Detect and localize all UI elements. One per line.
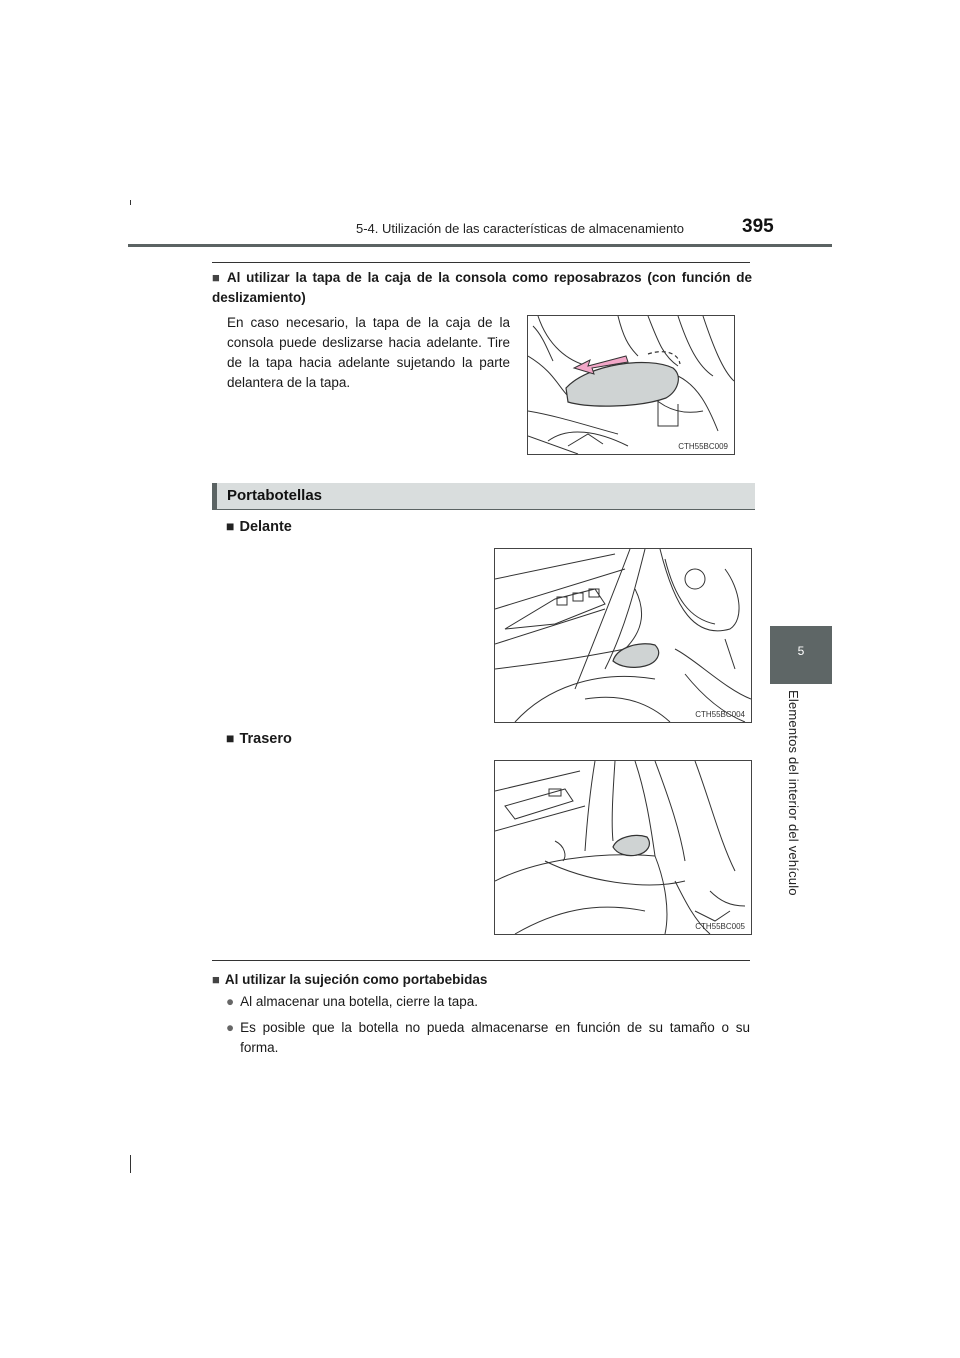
bullet-item [226,1018,750,1058]
front-heading [226,518,292,535]
note-rule-top [212,262,750,263]
square-marker-icon: ■ [226,518,235,534]
bullet-text: Al almacenar una botella, cierre la tapa. [240,994,479,1009]
figure-code: CTH55BC004 [695,710,745,719]
bullet-icon: ● [226,994,235,1009]
margin-mark [130,200,131,205]
note-rule-bottom [212,960,750,961]
front-bottle-figure [494,548,752,723]
rear-bottle-illustration [495,761,751,934]
armrest-heading-text: Al utilizar la tapa de la caja de la consola como reposabrazos (con función de deslizamiento) [212,270,752,305]
figure-code: CTH55BC005 [695,922,745,931]
armrest-figure [527,315,735,455]
square-marker-icon: ■ [212,972,220,987]
armrest-body: En caso necesario, la tapa de la caja de la consola puede deslizarse hacia adelante. Tire de la tapa hacia adelante sujetando la parte delantera de la tapa. [227,315,510,390]
cup-holder-heading-text: Al utilizar la sujeción como portabebidas [224,972,488,987]
bullet-icon: ● [226,1020,235,1035]
armrest-heading [212,268,752,308]
cup-holder-heading [212,970,487,990]
header-rule [128,244,832,247]
front-bottle-illustration [495,549,751,722]
chapter-tab [770,626,832,684]
section-title: Portabotellas [227,487,323,504]
page-number: 395 [742,216,774,237]
running-header: 5-4. Utilización de las características de almacenamiento [356,221,685,236]
bullet-item [226,992,750,1012]
square-marker-icon: ■ [212,270,222,285]
figure-code: CTH55BC009 [678,442,728,451]
rear-heading [226,730,292,747]
chapter-number: 5 [797,644,805,658]
armrest-illustration [528,316,734,454]
rear-bottle-figure [494,760,752,935]
margin-mark [130,1155,131,1173]
chapter-label: Elementos del interior del vehículo [786,690,801,896]
rear-label: Trasero [239,731,292,747]
front-label: Delante [239,519,292,535]
square-marker-icon: ■ [226,730,235,746]
bullet-text: Es posible que la botella no pueda almacenarse en función de su tamaño o su forma. [240,1020,750,1055]
section-header [212,483,755,510]
